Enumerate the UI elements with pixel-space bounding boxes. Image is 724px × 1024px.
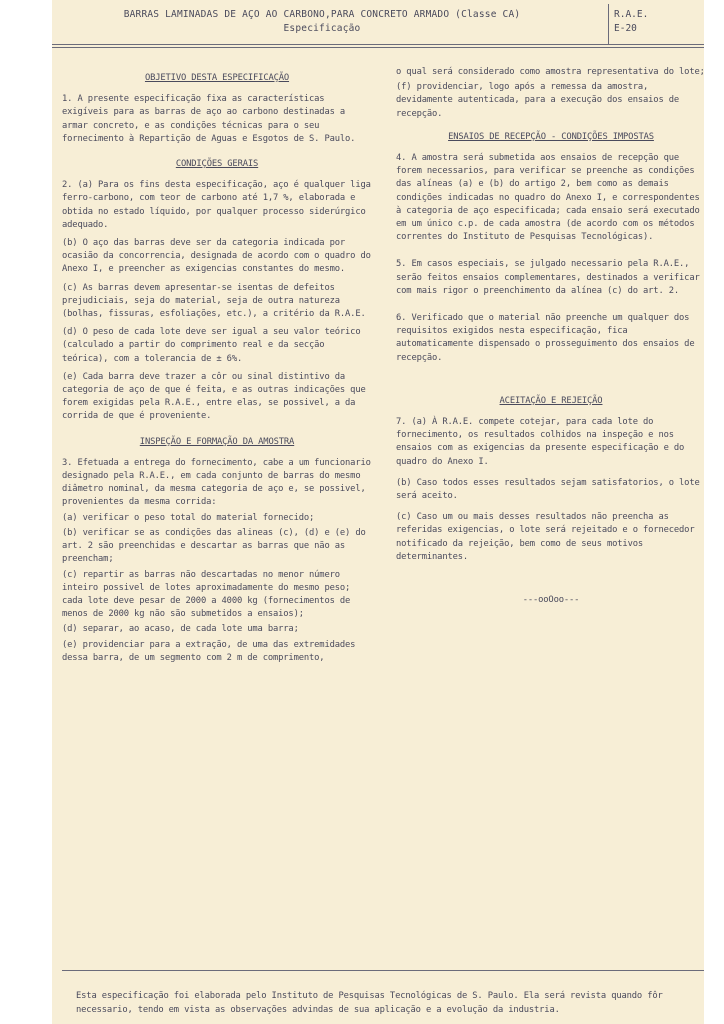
heading-ensaios: ENSAIOS DE RECEPÇÃO - CONDIÇÕES IMPOSTAS bbox=[448, 131, 654, 142]
doc-subtitle: Especificação bbox=[283, 23, 361, 34]
end-mark: ---ooOoo--- bbox=[522, 595, 580, 606]
paragraph-3-intro: 3. Efetuada a entrega do fornecimento, cabe a um funcionario designado pela R.A.E., em cada conjunto de barras do mesmo diâmetro nominal, da mesma categoria de aço e, se possivel, provenientes da mesma corrida: bbox=[62, 457, 371, 508]
org-code: R.A.E. bbox=[614, 9, 649, 20]
header-code bbox=[614, 8, 694, 36]
left-column bbox=[62, 72, 372, 670]
paragraph-3e: (e) providenciar para a extração, de uma das extremidades dessa barra, de um segmento com 2 m de comprimento, bbox=[62, 639, 356, 663]
paragraph-4: 4. A amostra será submetida aos ensaios de recepção que forem necessarios, para verificar se preenche as condições das alíneas (a) e (b) do artigo 2, bem como as demais condições indicadas no quadro do Anexo I, e correspondentes à categoria de aço especificada; cada ensaio será executado em um único c.p. de cada amostra (de acordo com os métodos correntes do Instituto de Pesquisas Tecnológicas). bbox=[396, 153, 700, 243]
paragraph-1: 1. A presente especificação fixa as características exigíveis para as barras de aço ao carbono destinadas a armar concreto, e as condições técnicas para o seu fornecimento à Repartição de Aguas e Esgotos de S. Paulo. bbox=[62, 94, 356, 144]
footer-rule bbox=[62, 970, 704, 971]
paragraph-2d: (d) O peso de cada lote deve ser igual a seu valor teórico (calculado a partir do comprimento real e da secção teórica), com a tolerancia de ± 6%. bbox=[62, 327, 361, 364]
paragraph-2e: (e) Cada barra deve trazer a côr ou sinal distintivo da categoria de aço de que é feita, e as outras indicações que forem exigidas pela R.A.E., entre elas, se possivel, a da corrida de que é proveniente. bbox=[62, 371, 366, 422]
doc-title: BARRAS LAMINADAS DE AÇO AO CARBONO,PARA CONCRETO ARMADO (Classe CA) bbox=[123, 9, 521, 20]
right-column bbox=[396, 66, 706, 607]
paragraph-2a: 2. (a) Para os fins desta especificação, aço é qualquer liga ferro-carbono, com teor de carbono até 1,7 %, elaborada e obtida no estado líquido, por qualquer processo siderúrgico adequado. bbox=[62, 180, 371, 230]
heading-aceitacao: ACEITAÇÃO E REJEIÇÃO bbox=[499, 395, 603, 406]
header-title bbox=[62, 8, 582, 36]
paragraph-3c: (c) repartir as barras não descartadas no menor número inteiro possivel de lotes aproximadamente do mesmo peso; cada lote deve pesar de 2000 a 4000 kg (fornecimentos de menos de 2000 kg não são submetidos a ensaios); bbox=[62, 569, 351, 620]
heading-objetivo: OBJETIVO DESTA ESPECIFICAÇÃO bbox=[144, 73, 290, 83]
paragraph-2c: (c) As barras devem apresentar-se isentas de defeitos prejudiciais, seja do material, seja de outra natureza (bolhas, fissuras, esfoliações, etc.), a critério da R.A.E. bbox=[62, 282, 366, 320]
header-rule bbox=[52, 44, 704, 45]
paragraph-7b: (b) Caso todos esses resultados sejam satisfatorios, o lote será aceito. bbox=[396, 477, 700, 502]
header-divider bbox=[608, 4, 609, 44]
heading-inspecao: INSPEÇÃO E FORMAÇÃO DA AMOSTRA bbox=[139, 436, 295, 447]
heading-condicoes-gerais: CONDIÇÕES GERAIS bbox=[175, 159, 259, 170]
paragraph-2b: (b) O aço das barras deve ser da categoria indicada por ocasião da concorrencia, designada de acordo com o quadro do Anexo I, e preencher as exigencias constantes do mesmo. bbox=[62, 238, 371, 275]
paragraph-7c: (c) Caso um ou mais desses resultados não preencha as referidas exigencias, o lote será rejeitado e o fornecedor notificado da rejeição, bem como de seus motivos determinantes. bbox=[396, 512, 695, 562]
paragraph-3f: (f) providenciar, logo após a remessa da amostra, devidamente autenticada, para a execução dos ensaios de recepção. bbox=[396, 82, 680, 119]
paragraph-3b: (b) verificar se as condições das alineas (c), (d) e (e) do art. 2 são preenchidas e descartar as barras que não as preencham; bbox=[62, 527, 366, 565]
paragraph-6: 6. Verificado que o material não preenche um qualquer dos requisitos exigidos nesta especificação, fica automaticamente dispensado o prosseguimento dos ensaios de recepção. bbox=[396, 313, 695, 363]
footer-note: Esta especificação foi elaborada pelo Instituto de Pesquisas Tecnológicas de S. Paulo. Ela será revista quando fôr necessario, tendo em vista as observações advindas de sua aplicação e a evolução da industria. bbox=[76, 991, 663, 1015]
header-rule-2 bbox=[52, 47, 704, 48]
paragraph-5: 5. Em casos especiais, se julgado necessario pela R.A.E., serão feitos ensaios complementares, destinados a verificar com mais rigor o preenchimento da alínea (c) do art. 2. bbox=[396, 259, 700, 296]
paragraph-3e-continued: o qual será considerado como amostra representativa do lote; bbox=[396, 67, 705, 77]
paragraph-3d: (d) separar, ao acaso, de cada lote uma barra; bbox=[62, 624, 299, 635]
spec-code: E-20 bbox=[614, 23, 637, 34]
paragraph-3a: (a) verificar o peso total do material fornecido; bbox=[62, 512, 315, 523]
paragraph-7a: 7. (a) À R.A.E. compete cotejar, para cada lote do fornecimento, os resultados colhidos na inspeção e nos ensaios com as exigencias da presente especificação e do quadro do Anexo I. bbox=[396, 417, 685, 467]
